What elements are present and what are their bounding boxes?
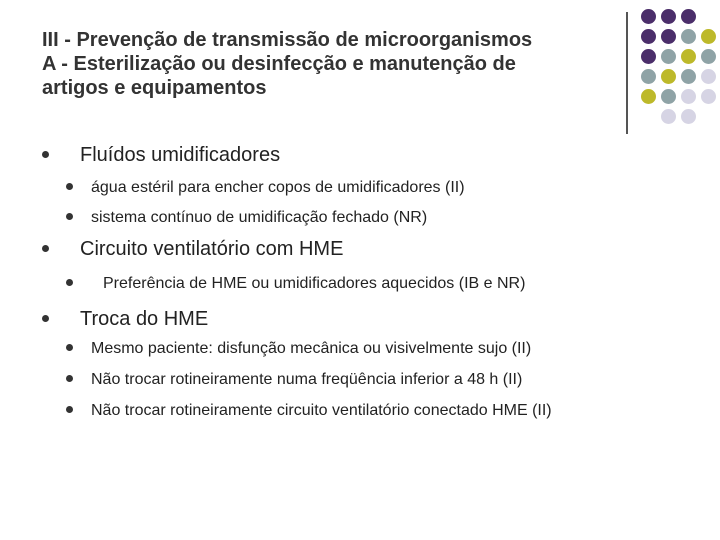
bullet-troca [42,308,208,331]
decorative-dot [701,89,716,104]
bullet-dot-icon [66,213,73,220]
decorative-dot [641,29,656,44]
sub-bullet [66,402,552,420]
decorative-dot [681,29,696,44]
decorative-dot [701,49,716,64]
sub-bullet [66,275,525,293]
decorative-dot [681,9,696,24]
sub-bullet [66,179,465,197]
sub-bullet-label: Não trocar rotineiramente numa freqüência inferior a 48 h (II) [91,371,523,388]
title-line-2: A - Esterilização ou desinfecção e manutenção de [42,53,516,75]
bullet-dot-icon [66,279,73,286]
decorative-dot [681,89,696,104]
decorative-dot [641,89,656,104]
decorative-dot [701,69,716,84]
bullet-dot-icon [66,406,73,413]
decorative-dot [661,69,676,84]
sub-bullet-label: água estéril para encher copos de umidificadores (II) [91,179,465,196]
decorative-dot [661,29,676,44]
sub-bullet [66,209,427,227]
decorative-dot [681,49,696,64]
decorative-dot [641,49,656,64]
bullet-dot-icon [66,375,73,382]
bullet-label: Fluídos umidificadores [80,144,281,166]
bullet-dot-icon [66,183,73,190]
bullet-circuito [42,238,343,261]
decorative-dot [661,109,676,124]
decorative-dot [681,109,696,124]
title-line-1: III - Prevenção de transmissão de microorganismos [42,29,533,51]
sub-bullet-label: Mesmo paciente: disfunção mecânica ou visivelmente sujo (II) [91,340,532,357]
decorative-dot [641,9,656,24]
sub-bullet-label: Preferência de HME ou umidificadores aquecidos (IB e NR) [103,275,526,292]
decorative-dot [661,9,676,24]
sub-bullet-label: sistema contínuo de umidificação fechado (NR) [91,209,428,226]
decorative-dot [661,49,676,64]
bullet-label: Circuito ventilatório com HME [80,238,344,260]
sub-bullet-label: Não trocar rotineiramente circuito ventilatório conectado HME (II) [91,402,552,419]
sub-bullet [66,340,531,358]
bullet-dot-icon [42,245,49,252]
title-line-3: artigos e equipamentos [42,77,267,99]
bullet-dot-icon [42,151,49,158]
decorative-dot [641,69,656,84]
bullet-dot-icon [42,315,49,322]
decorative-dot [701,29,716,44]
bullet-label: Troca do HME [80,308,209,330]
decorative-dot [661,89,676,104]
decorative-dot-grid [0,0,720,140]
bullet-fluidos [42,144,280,167]
decorative-dot [681,69,696,84]
bullet-dot-icon [66,344,73,351]
sub-bullet [66,371,522,389]
